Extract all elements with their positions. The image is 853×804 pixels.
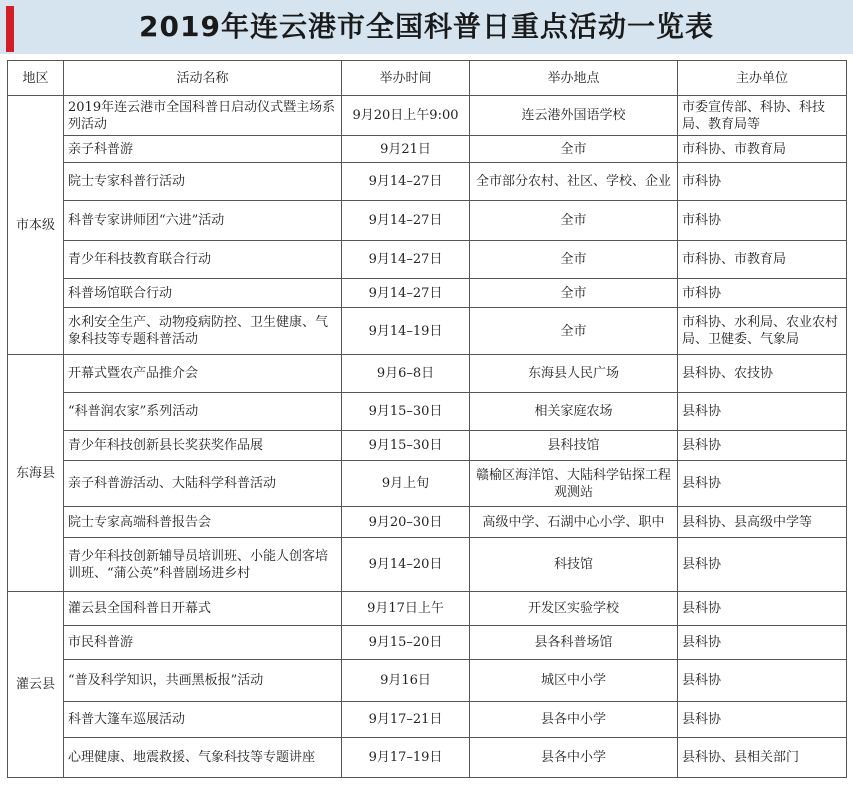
table-row — [8, 431, 847, 461]
host-cell: 市科协 — [678, 279, 847, 308]
host-cell: 市科协 — [678, 163, 847, 201]
activity-name-cell: 市民科普游 — [64, 626, 342, 660]
host-cell: 县科协、县高级中学等 — [678, 507, 847, 538]
place-cell: 开发区实验学校 — [470, 592, 678, 626]
place-cell: 连云港外国语学校 — [470, 96, 678, 136]
table-row — [8, 136, 847, 163]
place-cell: 县各中小学 — [470, 702, 678, 738]
host-cell: 县科协 — [678, 592, 847, 626]
place-cell: 全市部分农村、社区、学校、企业 — [470, 163, 678, 201]
table-row — [8, 279, 847, 308]
place-cell: 全市 — [470, 136, 678, 163]
activity-name-cell: 青少年科技教育联合行动 — [64, 241, 342, 279]
place-cell: 全市 — [470, 279, 678, 308]
place-cell: 县各科普场馆 — [470, 626, 678, 660]
activity-name-cell: 青少年科技创新县长奖获奖作品展 — [64, 431, 342, 461]
table-row — [8, 660, 847, 702]
activity-name-cell: 心理健康、地震救援、气象科技等专题讲座 — [64, 738, 342, 778]
host-cell: 县科协 — [678, 702, 847, 738]
activity-name-cell: 2019年连云港市全国科普日启动仪式暨主场系列活动 — [64, 96, 342, 136]
activity-name-cell: 灌云县全国科普日开幕式 — [64, 592, 342, 626]
activity-name-cell: 亲子科普游 — [64, 136, 342, 163]
time-cell: 9月15–20日 — [342, 626, 470, 660]
table-row — [8, 201, 847, 241]
region-cell: 市本级 — [8, 96, 64, 355]
header-activity-name: 活动名称 — [64, 61, 342, 96]
host-cell: 市科协 — [678, 201, 847, 241]
activity-name-cell: 青少年科技创新辅导员培训班、小能人创客培训班、“蒲公英”科普剧场进乡村 — [64, 538, 342, 592]
activity-name-cell: 院士专家科普行活动 — [64, 163, 342, 201]
host-cell: 县科协 — [678, 431, 847, 461]
place-cell: 城区中小学 — [470, 660, 678, 702]
time-cell: 9月14–19日 — [342, 308, 470, 355]
header-time: 举办时间 — [342, 61, 470, 96]
table-row — [8, 738, 847, 778]
activity-name-cell: 水利安全生产、动物疫病防控、卫生健康、气象科技等专题科普活动 — [64, 308, 342, 355]
host-cell: 市委宣传部、科协、科技局、教育局等 — [678, 96, 847, 136]
host-cell: 县科协 — [678, 538, 847, 592]
time-cell: 9月上旬 — [342, 461, 470, 507]
time-cell: 9月14–27日 — [342, 279, 470, 308]
place-cell: 赣榆区海洋馆、大陆科学钻探工程观测站 — [470, 461, 678, 507]
activity-name-cell: “科普润农家”系列活动 — [64, 393, 342, 431]
time-cell: 9月20日上午9:00 — [342, 96, 470, 136]
header-region: 地区 — [8, 61, 64, 96]
table-row — [8, 393, 847, 431]
time-cell: 9月14–27日 — [342, 163, 470, 201]
table-row — [8, 592, 847, 626]
time-cell: 9月21日 — [342, 136, 470, 163]
host-cell: 县科协 — [678, 461, 847, 507]
table-row — [8, 308, 847, 355]
place-cell: 县各中小学 — [470, 738, 678, 778]
time-cell: 9月6–8日 — [342, 355, 470, 393]
place-cell: 相关家庭农场 — [470, 393, 678, 431]
table-row — [8, 702, 847, 738]
time-cell: 9月15–30日 — [342, 393, 470, 431]
activity-name-cell: “普及科学知识，共画黑板报”活动 — [64, 660, 342, 702]
table-header-row — [8, 61, 847, 96]
place-cell: 全市 — [470, 241, 678, 279]
activity-name-cell: 科普大篷车巡展活动 — [64, 702, 342, 738]
time-cell: 9月14–27日 — [342, 241, 470, 279]
host-cell: 市科协、水利局、农业农村局、卫健委、气象局 — [678, 308, 847, 355]
host-cell: 市科协、市教育局 — [678, 241, 847, 279]
place-cell: 科技馆 — [470, 538, 678, 592]
table-row — [8, 626, 847, 660]
activity-name-cell: 亲子科普游活动、大陆科学科普活动 — [64, 461, 342, 507]
host-cell: 县科协 — [678, 626, 847, 660]
activity-name-cell: 院士专家高端科普报告会 — [64, 507, 342, 538]
host-cell: 县科协 — [678, 393, 847, 431]
page-title: 2019年连云港市全国科普日重点活动一览表 — [139, 10, 714, 43]
table-row — [8, 163, 847, 201]
region-cell: 灌云县 — [8, 592, 64, 778]
header-place: 举办地点 — [470, 61, 678, 96]
place-cell: 东海县人民广场 — [470, 355, 678, 393]
table-row — [8, 355, 847, 393]
time-cell: 9月16日 — [342, 660, 470, 702]
table-row — [8, 96, 847, 136]
table-body — [8, 96, 847, 778]
host-cell: 县科协、县相关部门 — [678, 738, 847, 778]
place-cell: 高级中学、石湖中心小学、职中 — [470, 507, 678, 538]
table-row — [8, 538, 847, 592]
time-cell: 9月14–20日 — [342, 538, 470, 592]
header-host: 主办单位 — [678, 61, 847, 96]
activity-table — [7, 60, 847, 778]
time-cell: 9月17日上午 — [342, 592, 470, 626]
place-cell: 县科技馆 — [470, 431, 678, 461]
place-cell: 全市 — [470, 308, 678, 355]
host-cell: 市科协、市教育局 — [678, 136, 847, 163]
time-cell: 9月17–19日 — [342, 738, 470, 778]
place-cell: 全市 — [470, 201, 678, 241]
table-row — [8, 507, 847, 538]
time-cell: 9月20–30日 — [342, 507, 470, 538]
region-cell: 东海县 — [8, 355, 64, 592]
time-cell: 9月17–21日 — [342, 702, 470, 738]
time-cell: 9月15–30日 — [342, 431, 470, 461]
activity-name-cell: 科普场馆联合行动 — [64, 279, 342, 308]
time-cell: 9月14–27日 — [342, 201, 470, 241]
table-row — [8, 461, 847, 507]
host-cell: 县科协、农技协 — [678, 355, 847, 393]
activity-name-cell: 开幕式暨农产品推介会 — [64, 355, 342, 393]
host-cell: 县科协 — [678, 660, 847, 702]
activity-name-cell: 科普专家讲师团“六进”活动 — [64, 201, 342, 241]
table-row — [8, 241, 847, 279]
